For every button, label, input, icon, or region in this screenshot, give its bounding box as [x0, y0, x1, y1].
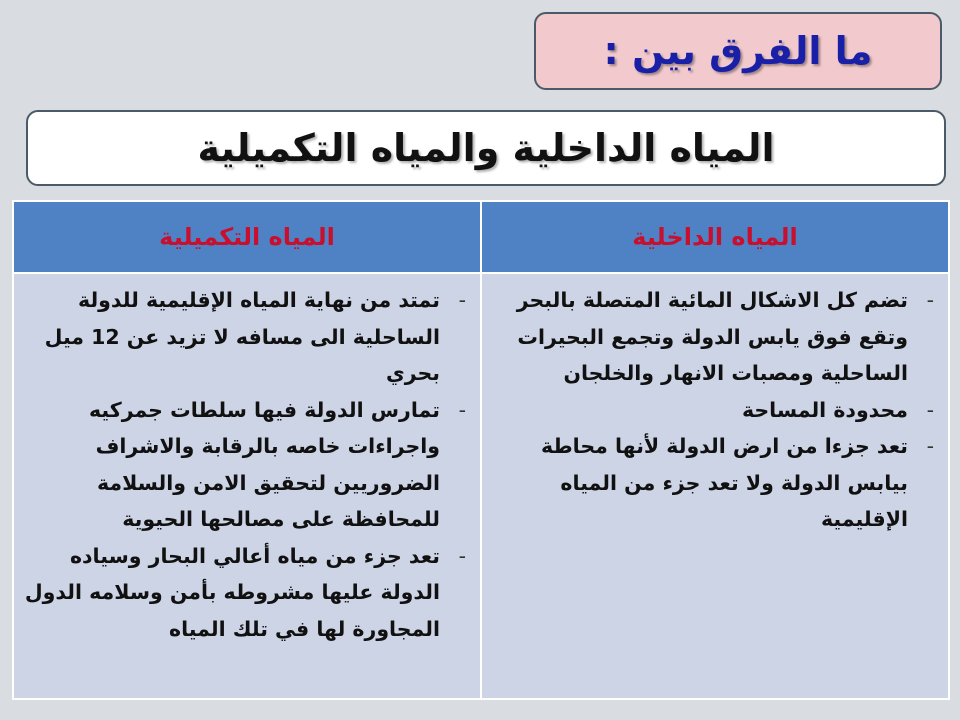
list-item-text: تعد جزءا من ارض الدولة لأنها محاطة بيابس الدولة ولا تعد جزء من المياه الإقليمية: [540, 434, 908, 531]
page-title: ما الفرق بين :: [603, 29, 873, 73]
contiguous-waters-list: [24, 282, 468, 647]
list-item: [24, 282, 468, 392]
subtitle-box: [26, 110, 946, 186]
dash-bullet: -: [458, 288, 466, 312]
title-box: [534, 12, 942, 90]
list-item: [492, 282, 936, 392]
header-internal-waters: المياه الداخلية: [481, 201, 949, 273]
table-row: [13, 273, 949, 699]
comparison-table: [12, 200, 950, 700]
dash-bullet: -: [458, 543, 466, 568]
dash-bullet: -: [926, 434, 934, 458]
dash-bullet: -: [458, 397, 466, 422]
header-contiguous-waters: المياه التكميلية: [13, 201, 481, 273]
list-item-text: تمتد من نهاية المياه الإقليمية للدولة الساحلية الى مسافه لا تزيد عن 12 ميل بحري: [44, 288, 440, 385]
internal-waters-list: [492, 282, 936, 538]
list-item: [492, 392, 936, 429]
list-item-text: محدودة المساحة: [741, 397, 908, 422]
page-subtitle: المياه الداخلية والمياه التكميلية: [197, 126, 775, 170]
cell-internal-waters: [481, 273, 949, 699]
list-item-text: تضم كل الاشكال المائية المتصلة بالبحر وتقع فوق يابس الدولة وتجمع البحيرات الساحلية ومصبات الانهار والخلجان: [516, 288, 908, 385]
list-item: [492, 428, 936, 538]
list-item-text: تعد جزء من مياه أعالي البحار وسياده الدولة عليها مشروطه بأمن وسلامه الدول المجاورة لها في تلك المياه: [24, 543, 440, 641]
dash-bullet: -: [926, 397, 934, 422]
list-item-text: تمارس الدولة فيها سلطات جمركيه واجراءات خاصه بالرقابة والاشراف الضروريين لتحقيق الامن والسلامة للمحافظة على مصالحها الحيوية: [88, 397, 440, 531]
cell-contiguous-waters: [13, 273, 481, 699]
table-header-row: [13, 201, 949, 273]
list-item: [24, 392, 468, 538]
dash-bullet: -: [926, 288, 934, 312]
list-item: [24, 538, 468, 648]
